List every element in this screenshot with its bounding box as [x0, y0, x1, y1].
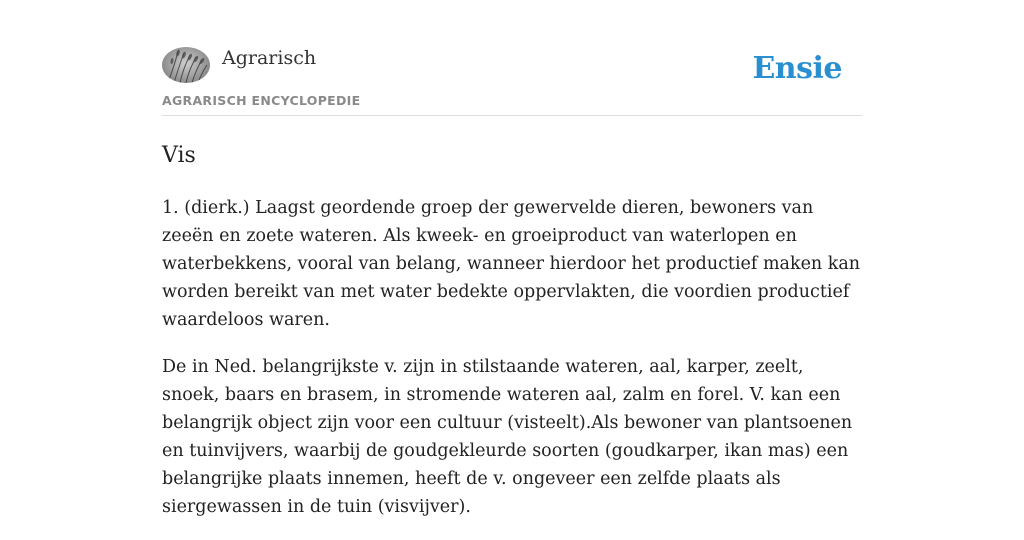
brand-logo-link[interactable]: Ensie: [752, 51, 842, 86]
article-page: [162, 0, 862, 540]
article-title: Vis: [162, 143, 196, 168]
source-subtitle[interactable]: AGRARISCH ENCYCLOPEDIE: [162, 93, 361, 108]
article-body: [162, 194, 862, 521]
article-paragraph: 1. (dierk.) Laagst geordende groep der gewervelde dieren, bewoners van zeeën en zoete wateren. Als kweek- en groeiproduct van waterlopen en waterbekkens, vooral van belang, wanneer hierdoor het productief maken kan worden bereikt van met water bedekte oppervlakten, die voordien productief waardeloos waren.: [162, 198, 861, 330]
header: [162, 0, 862, 116]
article-paragraph: De in Ned. belangrijkste v. zijn in stilstaande wateren, aal, karper, zeelt, snoek, baars en brasem, in stromende wateren aal, zalm en forel. V. kan een belangrijk object zijn voor een cultuur (visteelt).Als bewoner van plantsoenen en tuinvijvers, waarbij de goudgekleurde soorten (goudkarper, ikan mas) een belangrijke plaats innemen, heeft de v. ongeveer een zelfde plaats als siergewassen in de tuin (visvijver).: [162, 357, 853, 517]
wheat-field-icon[interactable]: [162, 47, 210, 83]
source-name[interactable]: Agrarisch: [222, 47, 317, 69]
